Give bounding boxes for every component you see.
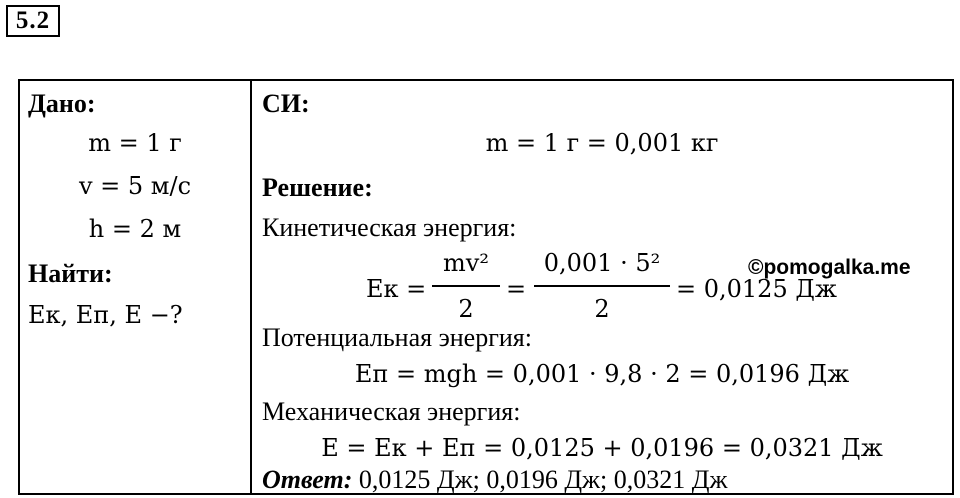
- given-speed: v = 5 м/с: [78, 172, 192, 200]
- answer-text: 0,0125 Дж; 0,0196 Дж; 0,0321 Дж: [358, 465, 728, 494]
- kinetic-label: Кинетическая энергия:: [262, 213, 517, 242]
- answer-label: Ответ:: [262, 465, 353, 494]
- column-divider: [250, 81, 252, 493]
- fraction-denominator: 2: [458, 295, 474, 323]
- si-mass: m = 1 г = 0,001 кг: [485, 129, 719, 157]
- given-header: Дано:: [28, 89, 96, 118]
- fraction-numerator: mv²: [443, 249, 489, 277]
- fraction-bar: [432, 285, 500, 287]
- mechanical-label: Механическая энергия:: [262, 397, 521, 426]
- potential-formula: Eп = mgh = 0,001 · 9,8 · 2 = 0,0196 Дж: [354, 360, 850, 388]
- given-mass: m = 1 г: [88, 129, 182, 157]
- given-height: h = 2 м: [88, 215, 182, 243]
- fraction-denominator: 2: [594, 295, 610, 323]
- fraction-bar: [534, 285, 670, 287]
- answer-line: [262, 467, 727, 493]
- kinetic-equals: =: [506, 275, 527, 303]
- watermark: ©pomogalka.me: [748, 256, 911, 279]
- find-header: Найти:: [28, 259, 113, 288]
- problem-number: 5.2: [6, 5, 60, 37]
- kinetic-fraction-numeric: [534, 251, 670, 321]
- find-unknowns: Eк, Eп, E −?: [28, 301, 183, 329]
- fraction-numerator: 0,001 · 5²: [543, 249, 661, 277]
- kinetic-lhs: Eк =: [366, 275, 427, 303]
- solution-table: [18, 79, 954, 495]
- mechanical-formula: E = Eк + Eп = 0,0125 + 0,0196 = 0,0321 Дж: [321, 434, 883, 462]
- kinetic-fraction-symbolic: [432, 251, 500, 321]
- kinetic-result: = 0,0125 Дж: [676, 275, 837, 303]
- solution-header: Решение:: [262, 173, 373, 202]
- potential-label: Потенциальная энергия:: [262, 323, 532, 352]
- si-header: СИ:: [262, 89, 310, 118]
